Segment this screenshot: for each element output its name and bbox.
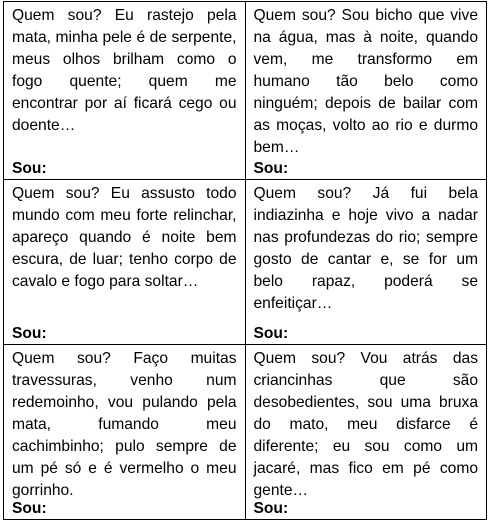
table-row — [4, 180, 487, 345]
riddle-cell — [245, 2, 487, 180]
riddle-table — [3, 1, 487, 520]
riddle-text: Quem sou? Sou bicho que vive na água, mas à noite, quando vem, me transformo em humano tão belo como ninguém; depois de bailar com as moças, volto ao rio e durmo bem… — [253, 7, 478, 156]
riddle-cell — [245, 345, 487, 520]
riddle-cell — [4, 345, 246, 520]
table-row — [4, 345, 487, 520]
riddle-cell — [4, 180, 246, 345]
riddle-cell — [4, 2, 246, 180]
table-row — [4, 2, 487, 180]
riddle-text: Quem sou? Faço muitas travessuras, venho num redemoinho, vou pulando pela mata, fumando meu cachimbinho; pulo sempre de um pé só e é vermelho o meu gorrinho. — [12, 350, 237, 499]
riddle-cell — [245, 180, 487, 345]
riddle-text: Quem sou? Eu rastejo pela mata, minha pele é de serpente, meus olhos brilham como o fogo quente; quem me encontrar por aí ficará cego ou doente… — [12, 7, 237, 134]
answer-label: Sou: — [253, 325, 289, 342]
riddle-text: Quem sou? Vou atrás das criancinhas que são desobedientes, sou uma bruxa do mato, meu disfarce é diferente; eu sou como um jacaré, mas fico em pé como gente… — [253, 350, 478, 499]
answer-label: Sou: — [12, 160, 47, 177]
answer-label: Sou: — [12, 500, 47, 517]
answer-label: Sou: — [12, 325, 47, 342]
answer-label: Sou: — [253, 500, 289, 517]
riddle-text: Quem sou? Já fui bela indiazinha e hoje vivo a nadar nas profundezas do rio; sempre gosto de cantar e, se for um belo rapaz, poderá se enfeitiçar… — [253, 185, 478, 312]
answer-label: Sou: — [253, 160, 289, 177]
riddle-text: Quem sou? Eu assusto todo mundo com meu forte relinchar, apareço quando é noite bem escura, de luar; tenho corpo de cavalo e fogo para soltar… — [12, 185, 237, 290]
